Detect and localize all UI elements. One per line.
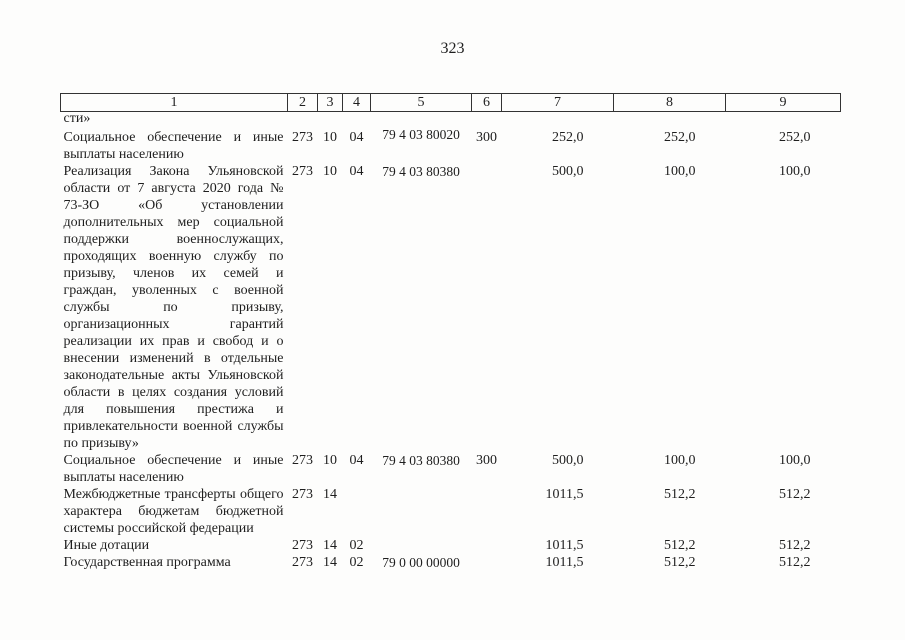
- cell-code-2: 273: [292, 130, 313, 145]
- cell-code-4: 04: [349, 130, 364, 145]
- cell-code-4: [343, 486, 371, 537]
- cell-code-4: 02: [349, 555, 364, 570]
- cell-code-5: [371, 112, 472, 127]
- cell-code-4: 04: [349, 164, 364, 179]
- table-row: [61, 126, 841, 163]
- cell-amount-8: 100,0: [664, 164, 696, 179]
- cell-code-6: 300: [476, 130, 497, 145]
- row-description: Межбюджетные трансферты общего характера бюджетам бюджетной системы российской федерации: [63, 487, 284, 536]
- cell-code-3: 14: [323, 487, 337, 502]
- cell-code-5: [371, 486, 472, 537]
- row-description: Социальное обеспечение и иные выплаты населению: [63, 453, 284, 485]
- row-description: Социальное обеспечение и иные выплаты населению: [63, 130, 284, 162]
- cell-amount-9: 512,2: [779, 555, 811, 570]
- cell-amount-7: 500,0: [552, 164, 584, 179]
- cell-amount-9: 252,0: [779, 130, 811, 145]
- cell-code-6: [472, 112, 502, 127]
- cell-amount-9: 100,0: [779, 453, 811, 468]
- cell-code-3: 14: [323, 555, 337, 570]
- table-row: [61, 554, 841, 571]
- table-row: [61, 163, 841, 452]
- column-header: 9: [726, 94, 841, 112]
- cell-code-2: 273: [292, 555, 313, 570]
- column-header: 7: [502, 94, 614, 112]
- column-header: 8: [614, 94, 726, 112]
- table-row: [61, 112, 841, 127]
- budget-table: [60, 93, 841, 571]
- cell-amount-7: [502, 112, 614, 127]
- cell-code-4: 02: [349, 538, 364, 553]
- column-header: 1: [61, 94, 288, 112]
- cell-code-6: 300: [476, 453, 497, 468]
- cell-amount-9: [726, 112, 841, 127]
- column-header: 6: [472, 94, 502, 112]
- cell-code-5: 79 0 00 00000: [382, 555, 460, 570]
- cell-code-3: [318, 112, 343, 127]
- cell-code-2: 273: [292, 453, 313, 468]
- cell-code-6: [472, 537, 502, 554]
- cell-amount-7: 252,0: [552, 130, 584, 145]
- cell-code-6: [472, 554, 502, 571]
- cell-code-2: [288, 112, 318, 127]
- cell-code-2: 273: [292, 164, 313, 179]
- cell-code-5: 79 4 03 80380: [382, 453, 460, 468]
- row-description: сти»: [63, 111, 91, 126]
- cell-amount-8: 512,2: [664, 487, 696, 502]
- page-number: 323: [440, 40, 465, 57]
- cell-amount-8: 512,2: [664, 538, 696, 553]
- cell-amount-8: 100,0: [664, 453, 696, 468]
- cell-amount-7: 1011,5: [545, 555, 584, 570]
- cell-code-3: 14: [323, 538, 337, 553]
- row-description: Иные дотации: [63, 538, 150, 553]
- row-description: Государственная программа: [63, 555, 231, 570]
- cell-code-2: 273: [292, 538, 313, 553]
- column-header: 4: [343, 94, 371, 112]
- cell-amount-7: 500,0: [552, 453, 584, 468]
- cell-code-2: 273: [292, 487, 313, 502]
- cell-amount-9: 512,2: [779, 487, 811, 502]
- cell-amount-8: [614, 112, 726, 127]
- table-row: [61, 486, 841, 537]
- cell-amount-7: 1011,5: [545, 487, 584, 502]
- cell-code-3: 10: [323, 164, 337, 179]
- cell-amount-9: 512,2: [779, 538, 811, 553]
- cell-code-6: [472, 486, 502, 537]
- row-description: Реализация Закона Ульяновской области от 7 августа 2020 года № 73-ЗО «Об установлении дополнительных мер социальной поддержки военнослужащих, проходящих военную службу по призыву, членов их семей и граждан, уволенных с военной службы по призыву, организационных гарантий реализации их прав и свобод и о внесении изменений в отдельные законодательные акты Ульяновской области в целях создания условий для повышения престижа и привлекательности военной службы по призыву»: [63, 164, 284, 451]
- cell-code-5: [371, 537, 472, 554]
- cell-code-6: [472, 163, 502, 452]
- table-row: [61, 452, 841, 486]
- cell-code-5: 79 4 03 80380: [382, 164, 460, 179]
- column-header: 5: [371, 94, 472, 112]
- table-header-row: [61, 94, 841, 112]
- cell-code-4: [343, 112, 371, 127]
- cell-amount-9: 100,0: [779, 164, 811, 179]
- cell-amount-7: 1011,5: [545, 538, 584, 553]
- cell-code-3: 10: [323, 130, 337, 145]
- cell-amount-8: 252,0: [664, 130, 696, 145]
- cell-code-4: 04: [349, 453, 364, 468]
- cell-amount-8: 512,2: [664, 555, 696, 570]
- cell-code-3: 10: [323, 453, 337, 468]
- cell-code-5: 79 4 03 80020: [382, 127, 460, 142]
- column-header: 2: [288, 94, 318, 112]
- column-header: 3: [318, 94, 343, 112]
- table-row: [61, 537, 841, 554]
